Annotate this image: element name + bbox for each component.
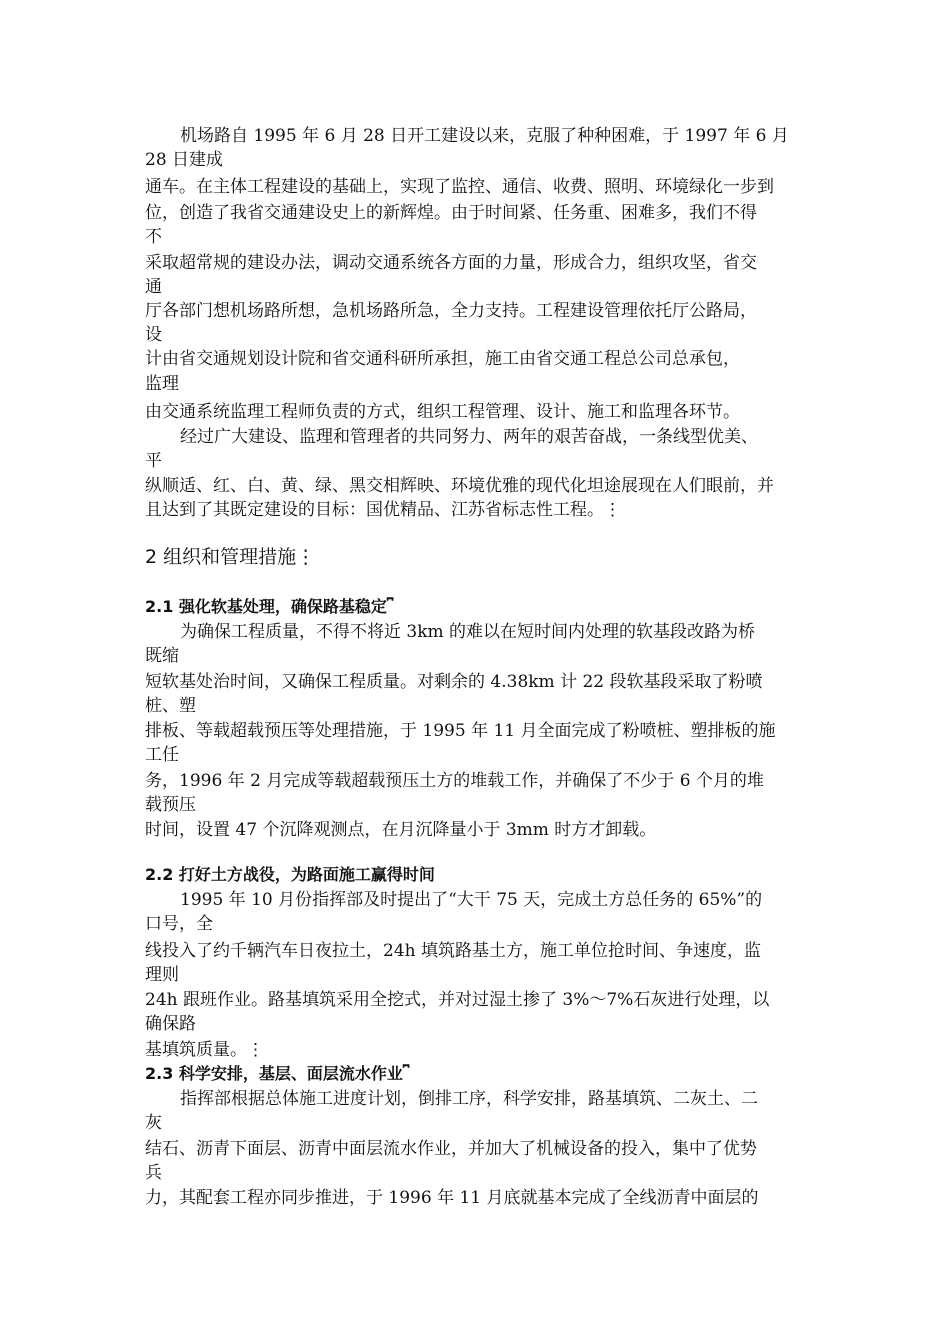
body-text-line: 设 xyxy=(145,325,162,345)
body-text-line: 不 xyxy=(145,227,162,247)
body-text-line: 位，创造了我省交通建设史上的新辉煌。由于时间紧、任务重、困难多，我们不得 xyxy=(145,203,757,223)
body-text-line: 灰 xyxy=(145,1113,162,1133)
body-text-line: 且达到了其既定建设的目标：国优精品、江苏省标志性工程。⋮ xyxy=(145,500,621,520)
body-text-line: 工任 xyxy=(145,745,179,765)
body-text-line: 经过广大建设、监理和管理者的共同努力、两年的艰苦奋战，一条线型优美、 xyxy=(180,427,758,447)
body-text-line: 机场路自 1995 年 6 月 28 日开工建设以来，克服了种种困难，于 1997 年 6 月 xyxy=(180,126,789,146)
body-text-line: 务，1996 年 2 月完成等载超载预压土方的堆载工作，并确保了不少于 6 个月的堆 xyxy=(145,771,764,791)
body-text-line: 时间，设置 47 个沉降观测点，在月沉降量小于 3mm 时方才卸载。 xyxy=(145,820,657,840)
body-text-line: 计由省交通规划设计院和省交通科研所承担，施工由省交通工程总公司总承包， xyxy=(145,349,740,369)
section-heading: 2 组织和管理措施⋮ xyxy=(145,546,316,568)
body-text-line: 1995 年 10 月份指挥部及时提出了“大干 75 天，完成土方总任务的 65%”的 xyxy=(180,890,763,910)
body-text-line: 口号，全 xyxy=(145,914,213,934)
body-text-line: 基填筑质量。⋮ xyxy=(145,1040,264,1060)
body-text-line: 纵顺适、红、白、黄、绿、黑交相辉映、环境优雅的现代化坦途展现在人们眼前，并 xyxy=(145,476,774,496)
body-text-line: 24h 跟班作业。路基填筑采用全挖式，并对过湿土掺了 3%～7%石灰进行处理，以 xyxy=(145,990,770,1010)
subsection-heading: 2.1 强化软基处理，确保路基稳定⎴ xyxy=(145,597,394,616)
body-text-line: 指挥部根据总体施工进度计划，倒排工序，科学安排，路基填筑、二灰土、二 xyxy=(180,1089,758,1109)
body-text-line: 由交通系统监理工程师负责的方式，组织工程管理、设计、施工和监理各环节。 xyxy=(145,402,740,422)
body-text-line: 兵 xyxy=(145,1163,162,1183)
body-text-line: 结石、沥青下面层、沥青中面层流水作业，并加大了机械设备的投入，集中了优势 xyxy=(145,1139,757,1159)
body-text-line: 力，其配套工程亦同步推进，于 1996 年 11 月底就基本完成了全线沥青中面层的 xyxy=(145,1188,759,1208)
body-text-line: 既缩 xyxy=(145,646,179,666)
subsection-heading: 2.3 科学安排，基层、面层流水作业⎴ xyxy=(145,1064,410,1083)
body-text-line: 理则 xyxy=(145,965,179,985)
body-text-line: 桩、塑 xyxy=(145,696,196,716)
body-text-line: 采取超常规的建设办法，调动交通系统各方面的力量，形成合力，组织攻坚，省交 xyxy=(145,253,757,273)
body-text-line: 线投入了约千辆汽车日夜拉土，24h 填筑路基土方，施工单位抢时间、争速度，监 xyxy=(145,941,761,961)
body-text-line: 平 xyxy=(145,451,162,471)
body-text-line: 排板、等载超载预压等处理措施，于 1995 年 11 月全面完成了粉喷桩、塑排板的施 xyxy=(145,721,776,741)
body-text-line: 通车。在主体工程建设的基础上，实现了监控、通信、收费、照明、环境绿化一步到 xyxy=(145,177,774,197)
subsection-heading: 2.2 打好土方战役，为路面施工赢得时间 xyxy=(145,865,435,884)
body-text-line: 厅各部门想机场路所想，急机场路所急，全力支持。工程建设管理依托厅公路局， xyxy=(145,301,757,321)
body-text-line: 确保路 xyxy=(145,1014,196,1034)
body-text-line: 载预压 xyxy=(145,795,196,815)
body-text-line: 监理 xyxy=(145,374,179,394)
body-text-line: 通 xyxy=(145,277,162,297)
body-text-line: 短软基处治时间，又确保工程质量。对剩余的 4.38km 计 22 段软基段采取了粉喷 xyxy=(145,672,763,692)
body-text-line: 28 日建成 xyxy=(145,150,224,170)
body-text-line: 为确保工程质量，不得不将近 3km 的难以在短时间内处理的软基段改路为桥 xyxy=(180,622,756,642)
